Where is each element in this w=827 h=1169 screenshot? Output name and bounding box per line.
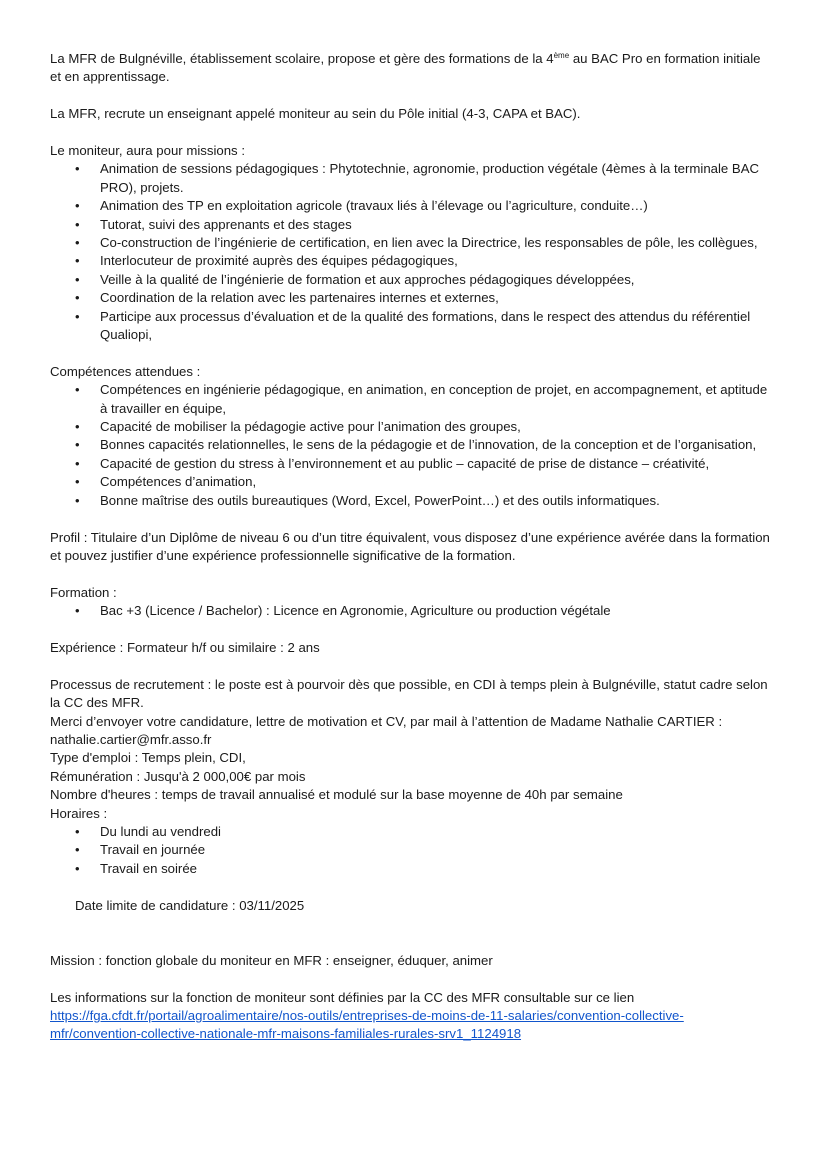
missions-heading: Le moniteur, aura pour missions : bbox=[50, 143, 245, 158]
salary: Rémunération : Jusqu'à 2 000,00€ par mois bbox=[50, 768, 306, 784]
recruitment-process: Processus de recrutement : le poste est à pourvoir dès que possible, en CDI à temps plein à Bulgnéville, statut cadre selon la CC des MFR. bbox=[50, 676, 768, 711]
application-instructions: Merci d’envoyer votre candidature, lettre de motivation et CV, par mail à l’attention de Madame Nathalie CARTIER : nathalie.cartier@mfr.asso.fr bbox=[50, 713, 723, 747]
info-link-paragraph bbox=[50, 1007, 772, 1044]
mission-summary: Mission : fonction globale du moniteur en MFR : enseigner, éduquer, animer bbox=[50, 952, 493, 968]
list-item: • Bonne maîtrise des outils bureautiques (Word, Excel, PowerPoint…) et des outils informatiques. bbox=[50, 492, 772, 510]
info-text: Les informations sur la fonction de moniteur sont définies par la CC des MFR consultable sur ce lien bbox=[50, 989, 635, 1005]
job-type: Type d'emploi : Temps plein, CDI, bbox=[50, 750, 246, 766]
list-item: • Bac +3 (Licence / Bachelor) : Licence en Agronomie, Agriculture ou production végétale bbox=[50, 602, 772, 620]
schedule-list bbox=[50, 823, 772, 878]
list-item: • Bonnes capacités relationnelles, le sens de la pédagogie et de l’innovation, de la conception et de l’organisation, bbox=[50, 436, 772, 454]
list-item: • Travail en soirée bbox=[50, 860, 772, 878]
missions-list bbox=[50, 160, 772, 344]
working-hours: Nombre d'heures : temps de travail annualisé et modulé sur la base moyenne de 40h par semaine bbox=[50, 787, 623, 803]
list-item: • Co-construction de l’ingénierie de certification, en lien avec la Directrice, les responsables de pôle, les collègues, bbox=[50, 234, 772, 252]
profile-paragraph: Profil : Titulaire d’un Diplôme de niveau 6 ou d’un titre équivalent, vous disposez d’une expérience avérée dans la formation et pouvez justifier d’une expérience professionnelle significative de la formation. bbox=[50, 529, 770, 563]
list-item: • Capacité de gestion du stress à l’environnement et au public – capacité de prise de distance – créativité, bbox=[50, 455, 772, 473]
intro-superscript: ème bbox=[553, 51, 570, 60]
list-item: • Veille à la qualité de l’ingénierie de formation et aux approches pédagogiques développées, bbox=[50, 271, 772, 289]
training-heading: Formation : bbox=[50, 584, 117, 600]
experience-paragraph: Expérience : Formateur h/f ou similaire : 2 ans bbox=[50, 639, 320, 655]
document-page bbox=[50, 50, 772, 1044]
list-item: • Animation de sessions pédagogiques : Phytotechnie, agronomie, production végétale (4èmes à la terminale BAC PRO), projets. bbox=[50, 160, 772, 197]
training-list bbox=[50, 602, 772, 620]
list-item: • Coordination de la relation avec les partenaires internes et externes, bbox=[50, 289, 772, 307]
skills-heading: Compétences attendues : bbox=[50, 363, 201, 379]
skills-list bbox=[50, 381, 772, 510]
schedule-heading: Horaires : bbox=[50, 805, 108, 821]
convention-link[interactable]: https://fga.cfdt.fr/portail/agroalimentaire/nos-outils/entreprises-de-moins-de-11-salaries/convention-collective-mfr/convention-collective-nationale-mfr-maisons-familiales-rurales-srv1_1124918 bbox=[50, 1007, 684, 1042]
list-item: • Tutorat, suivi des apprenants et des stages bbox=[50, 216, 772, 234]
list-item: • Interlocuteur de proximité auprès des équipes pédagogiques, bbox=[50, 252, 772, 270]
recruit-paragraph: La MFR, recrute un enseignant appelé moniteur au sein du Pôle initial (4-3, CAPA et BAC). bbox=[50, 106, 581, 122]
list-item: • Travail en journée bbox=[50, 841, 772, 859]
list-item: • Capacité de mobiliser la pédagogie active pour l’animation des groupes, bbox=[50, 418, 772, 436]
list-item: • Compétences en ingénierie pédagogique, en animation, en conception de projet, en accompagnement, et aptitude à travailler en équipe, bbox=[50, 381, 772, 418]
list-item: • Animation des TP en exploitation agricole (travaux liés à l’élevage ou l’agriculture, conduite…) bbox=[50, 197, 772, 215]
intro-text-end: au BAC Pro en formation initiale et en apprentissage. bbox=[50, 51, 761, 85]
application-deadline: Date limite de candidature : 03/11/2025 bbox=[75, 897, 305, 913]
list-item: • Compétences d’animation, bbox=[50, 473, 772, 491]
list-item: • Du lundi au vendredi bbox=[50, 823, 772, 841]
intro-text-start: La MFR de Bulgnéville, établissement scolaire, propose et gère des formations de la 4 bbox=[50, 51, 554, 66]
list-item: • Participe aux processus d’évaluation et de la qualité des formations, dans le respect des attendus du référentiel Qualiopi, bbox=[50, 308, 772, 345]
intro-paragraph bbox=[50, 50, 772, 87]
